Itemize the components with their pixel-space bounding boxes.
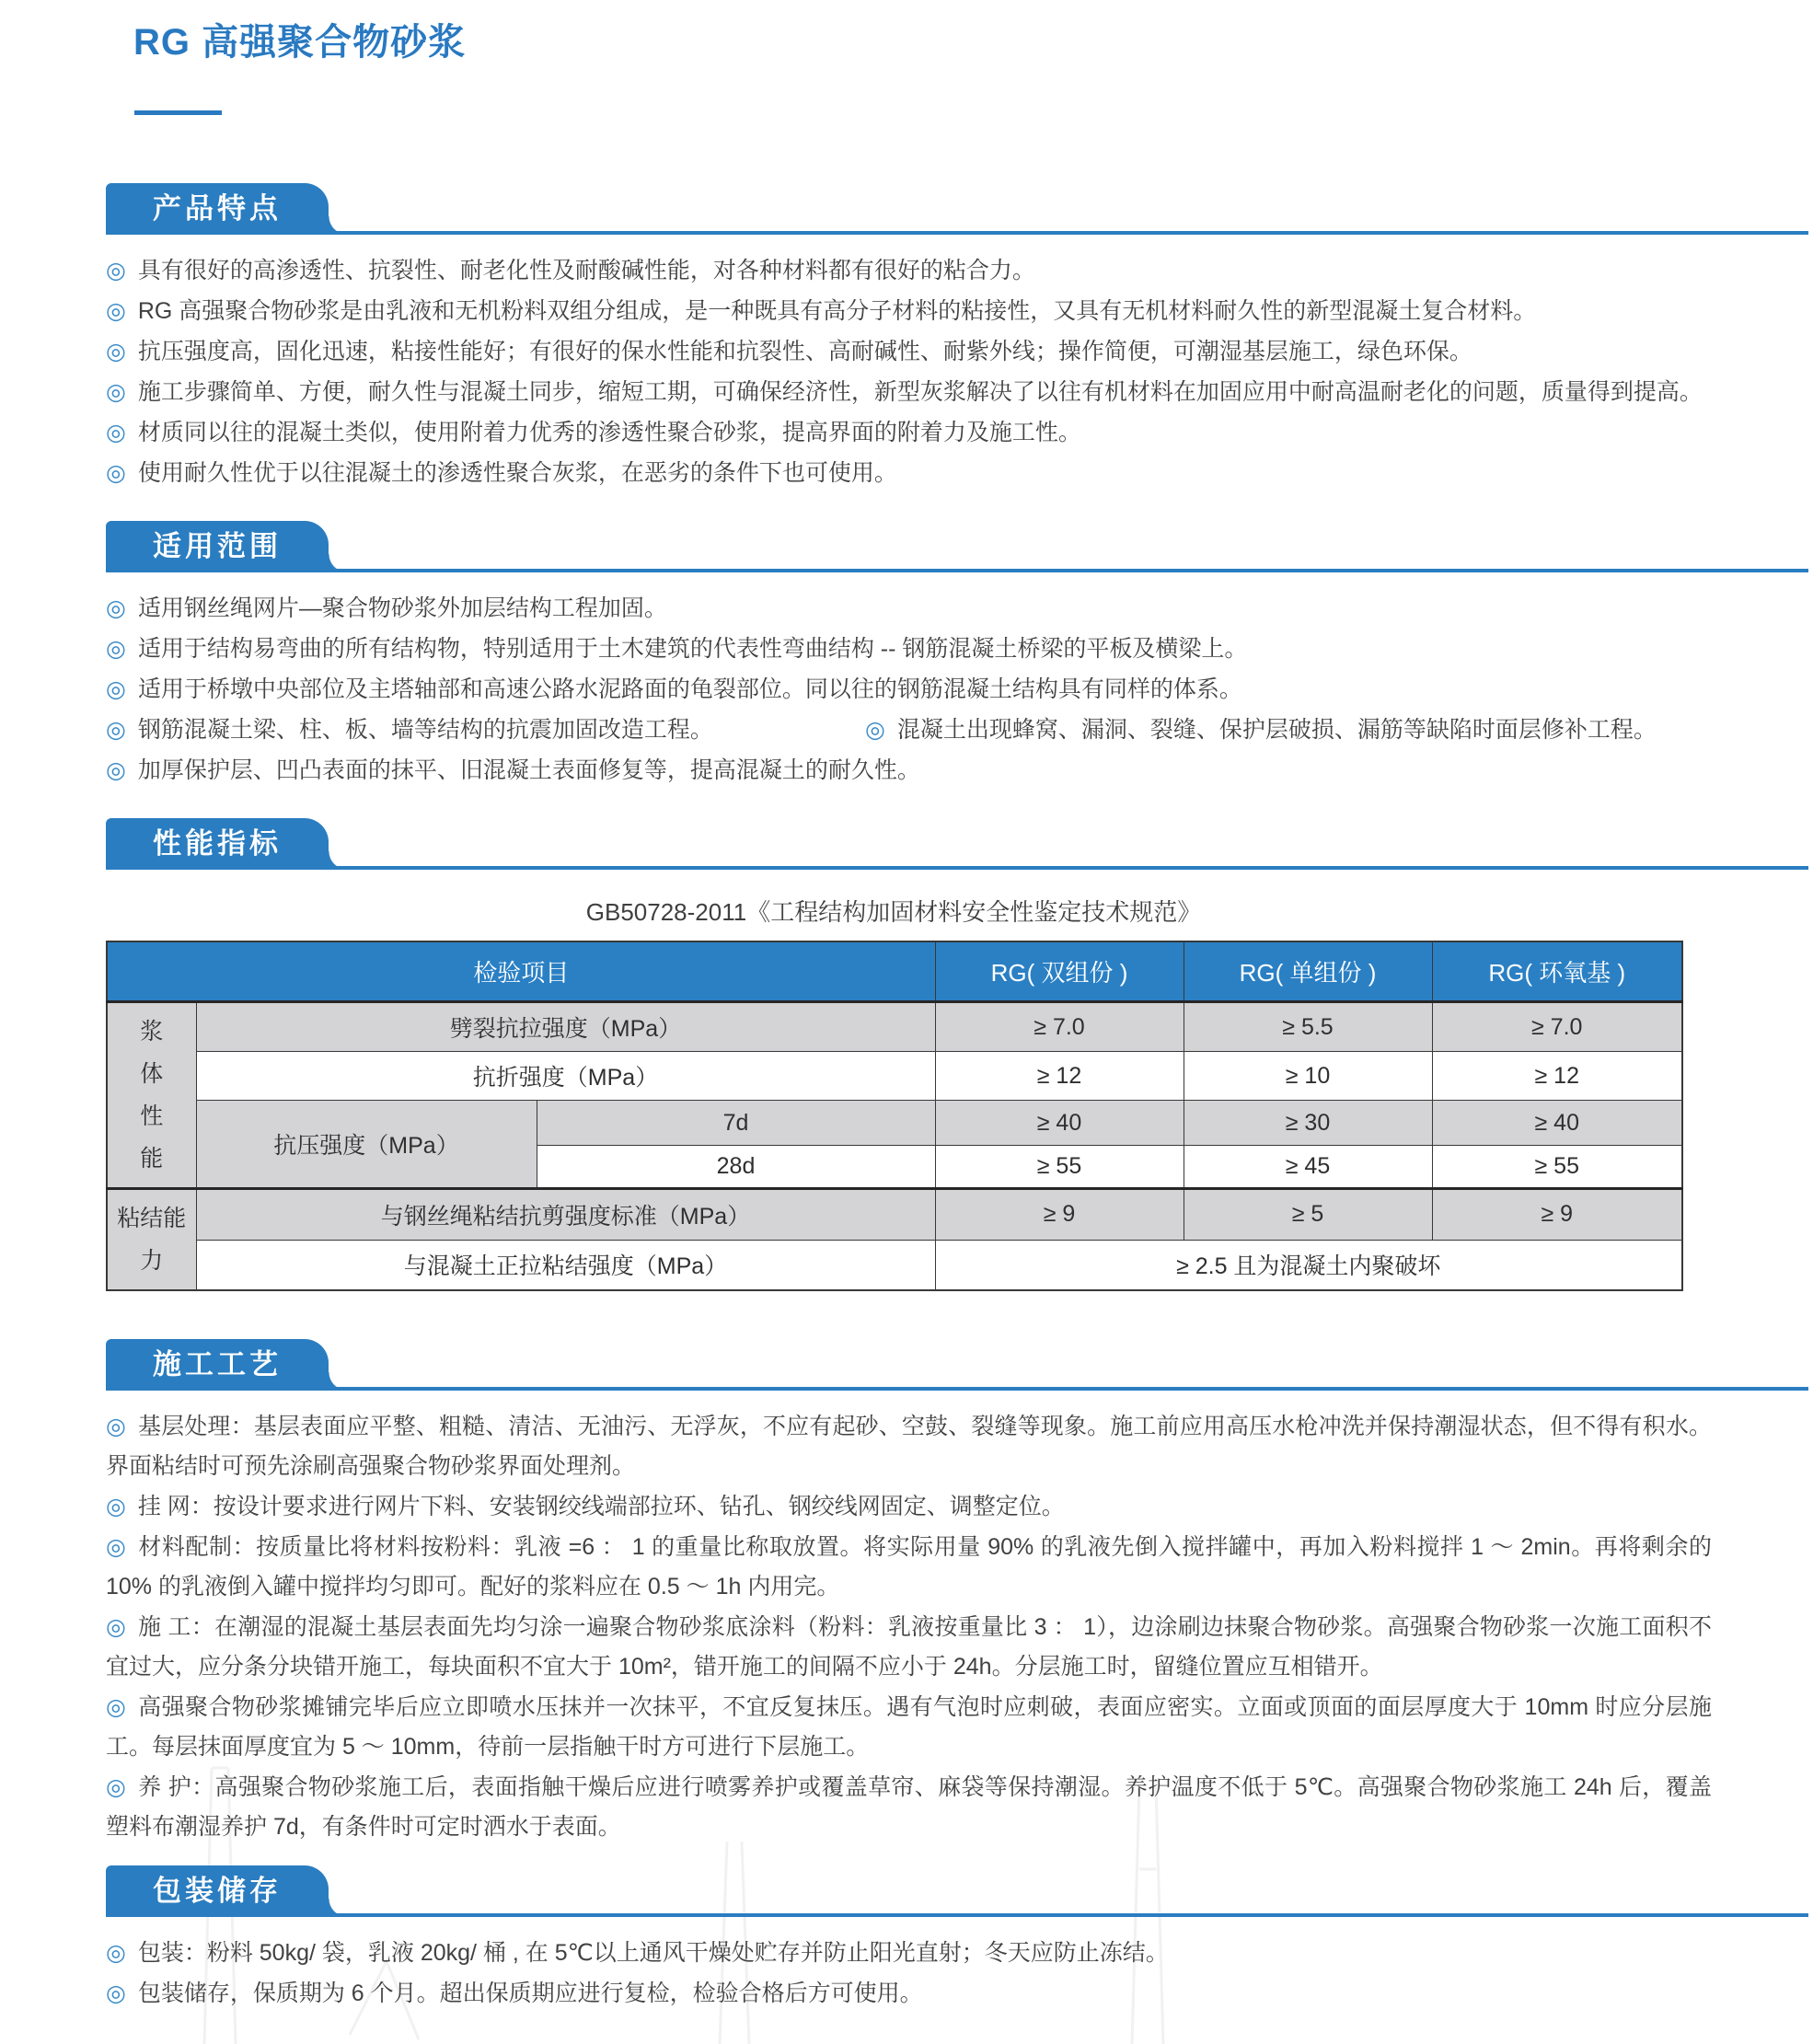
section-features [106, 183, 1712, 493]
value-cell: ≥ 40 [1432, 1101, 1682, 1146]
value-cell: ≥ 7.0 [1432, 1002, 1682, 1052]
header-cell-rg-epoxy: RG( 环氧基 ) [1432, 941, 1682, 1002]
bullet-icon: ◎ [106, 1494, 126, 1519]
bullet-icon: ◎ [106, 636, 126, 662]
list-item-text: 具有很好的高渗透性、抗裂性、耐老化性及耐酸碱性能，对各种材料都有很好的粘合力。 [137, 258, 1035, 283]
section-badge-packaging [106, 1865, 329, 1917]
section-heading-performance [106, 818, 1808, 870]
page-title: RG 高强聚合物砂浆 [133, 22, 467, 63]
list-item-text: 钢筋混凝土梁、柱、板、墙等结构的抗震加固改造工程。 [137, 717, 713, 743]
bullet-icon: ◎ [106, 595, 126, 621]
bullet-icon: ◎ [106, 1414, 126, 1439]
bullet-icon: ◎ [106, 1980, 126, 2006]
page-content [0, 20, 1813, 2014]
list-item [106, 292, 1712, 331]
section-heading-scope [106, 521, 1808, 572]
value-cell: ≥ 10 [1184, 1052, 1432, 1101]
list-item [106, 373, 1712, 412]
bullet-icon: ◎ [106, 1694, 127, 1720]
bullet-icon: ◎ [106, 460, 126, 486]
table-caption: GB50728-2011《工程结构加固材料安全性鉴定技术规范》 [585, 898, 1202, 926]
bullet-icon: ◎ [106, 1940, 126, 1966]
list-item-text: RG 高强聚合物砂浆是由乳液和无机粉料双组分组成，是一种既具有高分子材料的粘接性，又具有无机材料耐久性的新型混凝土复合材料。 [137, 298, 1537, 324]
sub-label: 7d [537, 1101, 935, 1146]
section-badge-features [106, 183, 329, 235]
bullet-icon: ◎ [106, 1534, 127, 1560]
bullet-icon: ◎ [106, 379, 126, 405]
value-cell-span: ≥ 2.5 且为混凝土内聚破坏 [935, 1240, 1682, 1290]
section-title: 性能指标 [153, 827, 282, 860]
section-badge-process [106, 1339, 329, 1391]
list-item-text: 养 护：高强聚合物砂浆施工后，表面指触干燥后应进行喷雾养护或覆盖草帘、麻袋等保持潮湿。养护温度不低于 5℃。高强聚合物砂浆施工 24h 后，覆盖塑料布潮湿养护 7d，有条件时可定时洒水于表面。 [106, 1774, 1712, 1840]
section-process [106, 1339, 1712, 1847]
list-item-text: 材质同以往的混凝土类似，使用附着力优秀的渗透性聚合砂浆，提高界面的附着力及施工性。 [137, 420, 1081, 445]
section-rule [106, 1913, 1808, 1917]
bullet-icon: ◎ [106, 1774, 127, 1800]
list-item [106, 751, 1712, 791]
list-item-text: 抗压强度高，固化迅速，粘接性能好；有很好的保水性能和抗裂性、高耐碱性、耐紫外线；操作简便，可潮湿基层施工，绿色环保。 [137, 339, 1472, 364]
value-cell: ≥ 7.0 [935, 1002, 1184, 1052]
scope-list [106, 589, 1712, 791]
list-item-text: 适用钢丝绳网片—聚合物砂浆外加层结构工程加固。 [137, 595, 667, 621]
bullet-icon: ◎ [106, 1614, 127, 1640]
list-item [106, 1528, 1712, 1607]
table-row-tensile-bond [107, 1240, 1682, 1290]
list-item-text: 加厚保护层、凹凸表面的抹平、旧混凝土表面修复等，提高混凝土的耐久性。 [137, 757, 920, 783]
list-item-text: 适用于桥墩中央部位及主塔轴部和高速公路水泥路面的龟裂部位。同以往的钢筋混凝土结构具有同样的体系。 [137, 676, 1242, 702]
value-cell: ≥ 9 [935, 1189, 1184, 1241]
table-row-shear-bond [107, 1189, 1682, 1241]
list-item [106, 670, 1712, 710]
list-item-text: 包装储存，保质期为 6 个月。超出保质期应进行复检，检验合格后方可使用。 [137, 1980, 923, 2006]
section-rule [106, 569, 1808, 572]
section-scope [106, 521, 1712, 791]
section-badge-performance [106, 818, 329, 870]
row-label: 抗折强度（MPa） [196, 1052, 935, 1101]
row-label-compressive: 抗压强度（MPa） [196, 1101, 537, 1189]
table-row-flexural [107, 1052, 1682, 1101]
list-item-text: 适用于结构易弯曲的所有结构物，特别适用于土木建筑的代表性弯曲结构 -- 钢筋混凝土桥梁的平板及横梁上。 [137, 636, 1248, 662]
section-title: 施工工艺 [153, 1348, 282, 1380]
list-item-text: 基层处理：基层表面应平整、粗糙、清洁、无油污、无浮灰，不应有起砂、空鼓、裂缝等现象。施工前应用高压水枪冲洗并保持潮湿状态，但不得有积水。界面粘结时可预先涂刷高强聚合物砂浆界面处理剂。 [106, 1414, 1712, 1479]
list-item-text: 包装：粉料 50kg/ 袋，乳液 20kg/ 桶 , 在 5℃以上通风干燥处贮存并防止阳光直射；冬天应防止冻结。 [137, 1940, 1169, 1966]
packaging-list [106, 1934, 1712, 2014]
bullet-icon: ◎ [106, 676, 126, 702]
section-heading-process [106, 1339, 1808, 1391]
section-heading-packaging [106, 1865, 1808, 1917]
value-cell: ≥ 5 [1184, 1189, 1432, 1241]
value-cell: ≥ 12 [935, 1052, 1184, 1101]
header-cell-item: 检验项目 [107, 941, 935, 1002]
list-item [106, 1407, 1712, 1486]
list-item [106, 1688, 1712, 1767]
table-row-compressive-7d [107, 1101, 1682, 1146]
section-title: 产品特点 [153, 192, 282, 225]
value-cell: ≥ 5.5 [1184, 1002, 1432, 1052]
list-item-text: 高强聚合物砂浆摊铺完毕后应立即喷水压抹并一次抹平，不宜反复抹压。遇有气泡时应刺破，表面应密实。立面或顶面的面层厚度大于 10mm 时应分层施工。每层抹面厚度宜为 5 ～ 10mm，待前一层指触干时方可进行下层施工。 [106, 1694, 1712, 1760]
header-cell-rg-double: RG( 双组份 ) [935, 941, 1184, 1002]
header-cell-rg-single: RG( 单组份 ) [1184, 941, 1432, 1002]
features-list [106, 251, 1712, 493]
bullet-icon: ◎ [106, 339, 126, 364]
list-item [106, 589, 1712, 629]
section-title: 适用范围 [153, 530, 282, 562]
list-item-text: 使用耐久性优于以往混凝土的渗透性聚合灰浆，在恶劣的条件下也可使用。 [137, 460, 897, 486]
bullet-icon: ◎ [106, 717, 126, 743]
section-heading-features [106, 183, 1808, 235]
value-cell: ≥ 55 [1432, 1146, 1682, 1189]
title-underline [134, 110, 222, 115]
list-item [106, 413, 1712, 453]
list-item [106, 251, 1712, 291]
section-performance [106, 818, 1712, 1291]
list-item-text: 施 工：在潮湿的混凝土基层表面先均匀涂一遍聚合物砂浆底涂料（粉料：乳液按重量比 3 ： 1），边涂刷边抹聚合物砂浆。高强聚合物砂浆一次施工面积不宜过大，应分条分块错开施工，每块面积不宜大于 10m²，错开施工的间隔不应小于 24h。分层施工时，留缝位置应互相错开。 [106, 1614, 1712, 1680]
list-item [106, 1768, 1712, 1847]
bullet-icon: ◎ [106, 420, 126, 445]
bullet-icon: ◎ [865, 717, 885, 743]
list-item [106, 710, 865, 750]
table-row-split-tensile [107, 1002, 1682, 1052]
sub-label: 28d [537, 1146, 935, 1189]
section-badge-scope [106, 521, 329, 572]
list-item [106, 1974, 1712, 2014]
value-cell: ≥ 30 [1184, 1101, 1432, 1146]
list-item [106, 1487, 1712, 1527]
value-cell: ≥ 9 [1432, 1189, 1682, 1241]
section-rule [106, 1387, 1808, 1391]
list-item-text: 材料配制：按质量比将材料按粉料：乳液 =6 ： 1 的重量比称取放置。将实际用量 90% 的乳液先倒入搅拌罐中，再加入粉料搅拌 1 ～ 2min。再将剩余的 10% 的乳液倒入罐中搅拌均匀即可。配好的浆料应在 0.5 ～ 1h 内用完。 [106, 1534, 1712, 1599]
process-list [106, 1407, 1712, 1847]
list-item [106, 1608, 1712, 1687]
section-packaging [106, 1865, 1712, 2014]
value-cell: ≥ 40 [935, 1101, 1184, 1146]
section-rule [106, 866, 1808, 870]
list-item-text: 混凝土出现蜂窝、漏洞、裂缝、保护层破损、漏筋等缺陷时面层修补工程。 [896, 717, 1657, 743]
value-cell: ≥ 55 [935, 1146, 1184, 1189]
bullet-icon: ◎ [106, 258, 126, 283]
value-cell: ≥ 45 [1184, 1146, 1432, 1189]
value-cell: ≥ 12 [1432, 1052, 1682, 1101]
list-item [865, 710, 1712, 750]
table-header-row [107, 941, 1682, 1002]
row-label: 与混凝土正拉粘结强度（MPa） [196, 1240, 935, 1290]
row-group-bond: 粘结能 力 [107, 1189, 196, 1291]
bullet-icon: ◎ [106, 298, 126, 324]
list-item-text: 挂 网：按设计要求进行网片下料、安装钢绞线端部拉环、钻孔、钢绞线网固定、调整定位。 [137, 1494, 1065, 1519]
performance-table [106, 941, 1683, 1291]
list-item [106, 629, 1712, 669]
row-label: 劈裂抗拉强度（MPa） [196, 1002, 935, 1052]
row-label: 与钢丝绳粘结抗剪强度标准（MPa） [196, 1189, 935, 1241]
list-item [106, 332, 1712, 372]
section-title: 包装储存 [153, 1875, 282, 1907]
list-item [106, 454, 1712, 493]
list-item-pair [106, 710, 1712, 750]
list-item [106, 1934, 1712, 1973]
bullet-icon: ◎ [106, 757, 126, 783]
list-item-text: 施工步骤简单、方便，耐久性与混凝土同步，缩短工期，可确保经济性，新型灰浆解决了以往有机材料在加固应用中耐高温耐老化的问题，质量得到提高。 [137, 379, 1703, 405]
section-rule [106, 231, 1808, 235]
row-group-slurry: 浆 体 性 能 [107, 1002, 196, 1189]
